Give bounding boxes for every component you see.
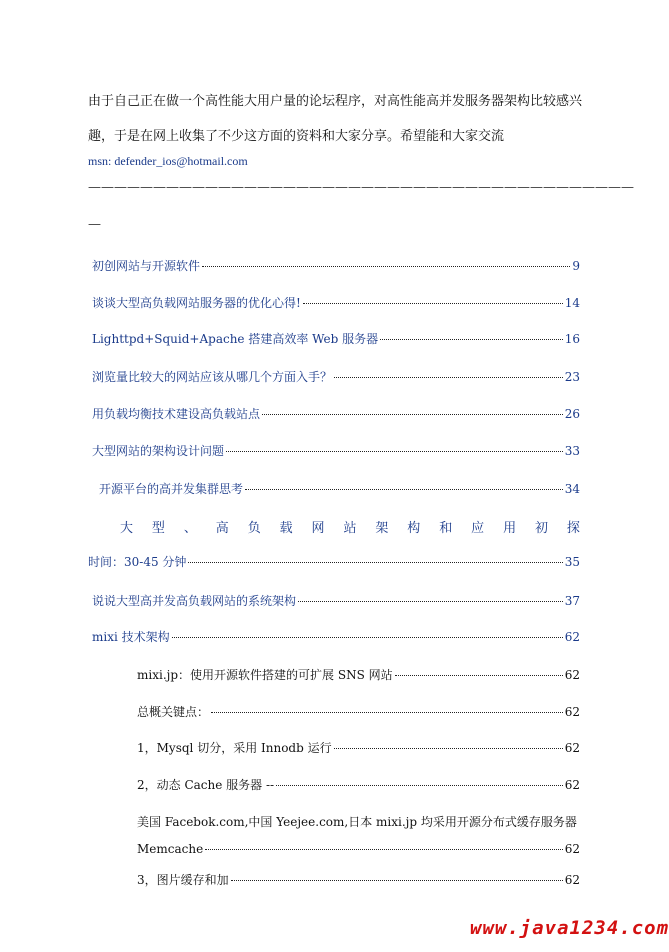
toc-entry-page: 37 (564, 594, 580, 608)
toc-entry-title: 谈谈大型高负载网站服务器的优化心得! (92, 296, 301, 310)
toc-char: 网 (311, 521, 325, 536)
separator-line: —————————————————————————————————————————— (88, 180, 634, 195)
toc-entry-page: 62 (564, 705, 580, 719)
toc-entry-wrapped-line1[interactable] (120, 517, 580, 536)
toc-entry-title: 初创网站与开源软件 (92, 259, 201, 273)
toc-entry-title: 3，图片缓存和加 (137, 873, 229, 887)
toc-char: 型 (151, 521, 165, 536)
toc-entry-page: 62 (564, 778, 580, 792)
toc-entry-title: 说说大型高并发高负载网站的系统架构 (92, 594, 297, 608)
toc-entry[interactable] (92, 628, 580, 645)
toc-char: 用 (503, 521, 517, 536)
toc-entry[interactable] (92, 294, 580, 311)
toc-entry-page: 62 (564, 873, 580, 887)
toc-entry-page: 9 (572, 259, 580, 273)
toc-entry-page: 16 (564, 332, 580, 346)
toc-leader-dots (172, 637, 563, 638)
toc-leader-dots (303, 303, 563, 304)
toc-char: 初 (534, 521, 548, 536)
toc-leader-dots (202, 266, 570, 267)
toc-entry[interactable] (92, 592, 580, 609)
toc-subentry-wrapped-line2[interactable] (137, 842, 580, 856)
toc-subentry[interactable] (137, 776, 580, 793)
toc-entry-page: 34 (564, 482, 580, 496)
intro-line-1: 由于自己正在做一个高性能大用户量的论坛程序，对高性能高并发服务器架构比较感兴 (88, 94, 583, 109)
toc-entry-title: 用负载均衡技术建设高负载站点 (92, 407, 261, 421)
toc-char: 大 (120, 521, 134, 536)
toc-leader-dots (262, 414, 563, 415)
toc-subentry[interactable] (137, 703, 580, 720)
toc-entry[interactable] (92, 442, 580, 459)
toc-subentry[interactable] (137, 871, 580, 888)
toc-leader-dots (188, 562, 562, 563)
toc-leader-dots (205, 849, 563, 850)
toc-entry-page: 35 (564, 555, 580, 569)
toc-char: 、 (183, 521, 197, 536)
toc-char: 构 (407, 521, 421, 536)
toc-leader-dots (245, 489, 563, 490)
toc-char: 高 (215, 521, 229, 536)
toc-char: 和 (439, 521, 453, 536)
toc-entry-title: 2，动态 Cache 服务器 -- (137, 778, 275, 792)
toc-char: 载 (279, 521, 293, 536)
toc-entry-title: 时间：30-45 分钟 (88, 555, 187, 569)
toc-entry-title: 总概关键点： (137, 705, 210, 719)
toc-entry-title: 开源平台的高并发集群思考 (99, 482, 244, 496)
toc-char: 站 (343, 521, 357, 536)
toc-entry-page: 14 (564, 296, 580, 310)
toc-entry-page: 33 (564, 444, 580, 458)
toc-leader-dots (298, 601, 563, 602)
toc-leader-dots (211, 712, 563, 713)
toc-entry-wrapped-line2[interactable] (88, 553, 580, 570)
toc-entry-page: 23 (564, 370, 580, 384)
toc-entry-title: mixi.jp：使用开源软件搭建的可扩展 SNS 网站 (137, 668, 393, 682)
intro-line-2: 趣，于是在网上收集了不少这方面的资料和大家分享。希望能和大家交流 (88, 129, 505, 144)
toc-char: 应 (471, 521, 485, 536)
separator-tail: — (88, 217, 101, 232)
toc-subentry-wrapped-line1[interactable]: 美国 Facebok.com,中国 Yeejee.com,日本 mixi.jp 均采用开源分布式缓存服务器 (137, 815, 577, 829)
watermark-text: www.java1234.com (470, 917, 669, 939)
toc-entry-title: mixi 技术架构 (92, 630, 170, 644)
toc-entry[interactable] (92, 330, 580, 347)
toc-char: 架 (375, 521, 389, 536)
toc-entry-page: 62 (564, 630, 580, 644)
toc-subentry[interactable] (137, 666, 580, 683)
toc-entry-title: 浏览量比较大的网站应该从哪几个方面入手？ (92, 370, 333, 384)
toc-leader-dots (380, 339, 563, 340)
toc-entry[interactable] (92, 257, 580, 274)
toc-entry-page: 26 (564, 407, 580, 421)
toc-leader-dots (334, 748, 563, 749)
toc-leader-dots (395, 675, 563, 676)
toc-entry-title: 1，Mysql 切分，采用 Innodb 运行 (137, 741, 332, 755)
msn-contact: msn: defender_ios@hotmail.com (88, 154, 248, 168)
toc-entry-page: 62 (564, 842, 580, 856)
toc-entry-title: Memcache (137, 842, 204, 856)
toc-subentry[interactable] (137, 739, 580, 756)
toc-leader-dots (334, 377, 563, 378)
toc-leader-dots (231, 880, 563, 881)
toc-entry[interactable] (99, 480, 580, 497)
toc-entry-page: 62 (564, 741, 580, 755)
toc-leader-dots (276, 785, 563, 786)
toc-leader-dots (226, 451, 563, 452)
toc-char: 探 (566, 521, 580, 536)
toc-entry-title: Lighttpd+Squid+Apache 搭建高效率 Web 服务器 (92, 332, 379, 346)
toc-entry[interactable] (92, 368, 580, 385)
toc-entry[interactable] (92, 405, 580, 422)
toc-entry-title: 大型网站的架构设计问题 (92, 444, 225, 458)
toc-entry-page: 62 (564, 668, 580, 682)
toc-char: 负 (247, 521, 261, 536)
